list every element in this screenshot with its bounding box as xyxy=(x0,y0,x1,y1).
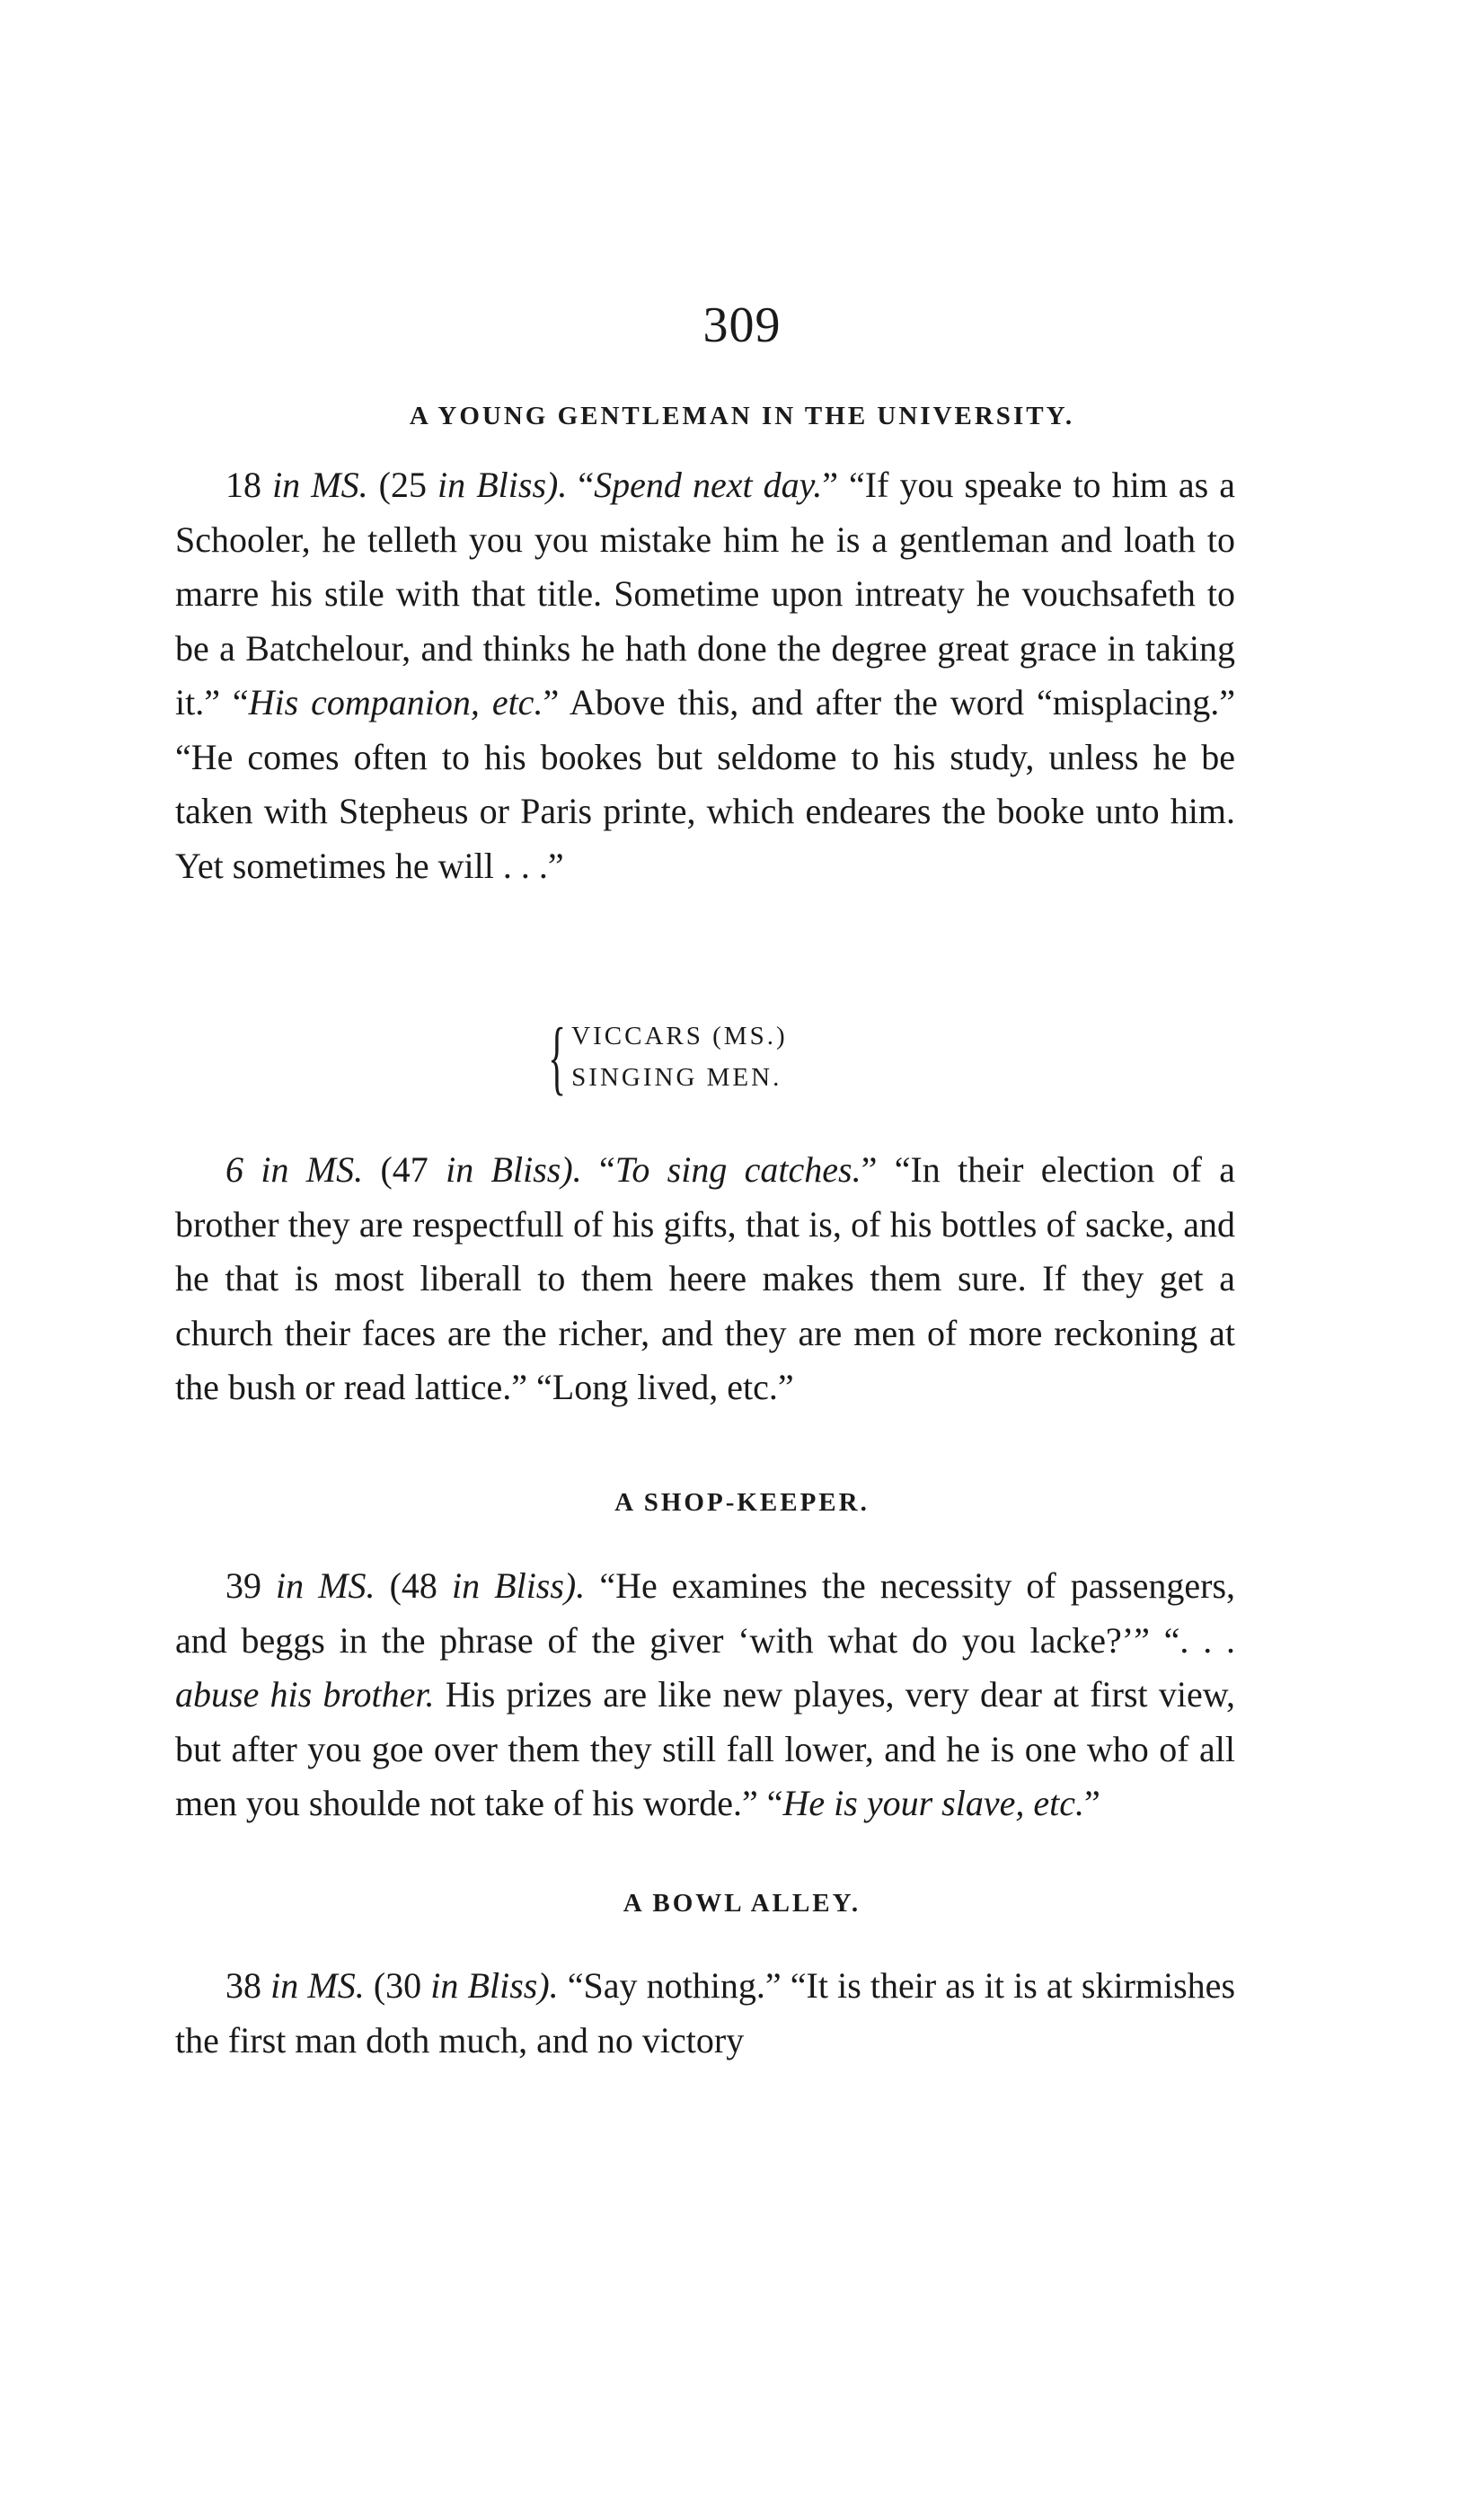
quoted-italic: He is your slave, etc. xyxy=(782,1783,1084,1823)
ref-in: in xyxy=(430,1965,459,2006)
ref-paren-number: (48 xyxy=(389,1565,437,1606)
curly-brace-icon: { xyxy=(548,1011,567,1103)
quoted-italic: His companion, etc. xyxy=(248,682,543,722)
body-text: “Say nothing.” “It is their as it is at skirmishes the first man doth much, and no victory xyxy=(175,1965,1236,2060)
ref-ms: MS. xyxy=(305,1149,364,1190)
ref-number: 18 xyxy=(225,465,261,505)
ref-in: in xyxy=(261,1149,289,1190)
paragraph-shop-keeper xyxy=(175,1559,1235,1831)
ref-in: in xyxy=(272,465,301,505)
section-heading-viccars xyxy=(537,1011,788,1103)
ref-in: in xyxy=(451,1565,481,1606)
ref-bliss: Bliss). xyxy=(494,1565,586,1606)
section-heading-young-gentleman: A YOUNG GENTLEMAN IN THE UNIVERSITY. xyxy=(409,402,1075,430)
section-heading-bowl-alley: A BOWL ALLEY. xyxy=(623,1889,861,1918)
ref-ms: MS. xyxy=(307,1965,365,2006)
quote-close: ” xyxy=(822,465,838,505)
ref-paren-number: (30 xyxy=(373,1965,422,2006)
quote-close: ” xyxy=(861,1149,878,1190)
heading-line: SINGING MEN. xyxy=(571,1063,782,1092)
quoted-italic: To sing catches. xyxy=(614,1149,861,1190)
paragraph-singing-men xyxy=(175,1143,1235,1415)
ref-in: in xyxy=(437,465,466,505)
ref-bliss: Bliss). xyxy=(490,1149,582,1190)
ref-number: 39 xyxy=(225,1565,261,1606)
body-text: ” Above this, and after the word “misplacing.” “He comes often to his bookes but seldome to his study, unless he be taken with Stepheus or Paris printe, which endeares the booke unto him. Yet sometimes he will . . .” xyxy=(175,682,1236,886)
body-text: “If you speake to him as a Schooler, he telleth you you mistake him he is a gentleman and loath to marre his stile with that title. Sometime upon intreaty he vouchsafeth to be a Batchelour, and thinks he hath done the degree great grace in taking it.” “ xyxy=(175,465,1236,722)
quote-open: “ xyxy=(578,465,595,505)
body-text: “He examines the necessity of passengers, and beggs in the phrase of the giver ‘with what do you lacke?’” “. . . xyxy=(175,1565,1236,1661)
page-number: 309 xyxy=(702,297,782,353)
heading-line: VICCARS (MS.) xyxy=(571,1022,788,1050)
ref-number: 38 xyxy=(225,1965,261,2006)
body-text: ” xyxy=(1083,1783,1100,1823)
paragraph-young-gentleman xyxy=(175,458,1235,893)
ref-bliss: Bliss). xyxy=(476,465,568,505)
body-text: “In their election of a brother they are respectfull of his gifts, that is, of his bottles of sacke, and he that is most liberall to them heere makes them sure. If they get a church their faces are the richer, and they are men of more reckoning at the bush or read lattice.” “Long lived, etc.” xyxy=(175,1149,1236,1407)
ref-in: in xyxy=(270,1965,299,2006)
ref-in: in xyxy=(446,1149,474,1190)
quote-open: “ xyxy=(599,1149,615,1190)
quoted-italic: abuse his brother. xyxy=(175,1674,435,1715)
quoted-italic: Spend next day. xyxy=(594,465,823,505)
ref-number: 6 xyxy=(225,1149,243,1190)
section-heading-shop-keeper: A SHOP-KEEPER. xyxy=(614,1488,870,1517)
ref-paren-number: (47 xyxy=(380,1149,428,1190)
ref-in: in xyxy=(276,1565,305,1606)
ref-ms: MS. xyxy=(311,465,368,505)
ref-paren-number: (25 xyxy=(378,465,427,505)
body-text: His prizes are like new playes, very dear at first view, but after you goe over them they still fall lower, and he is one who of all men you shoulde not take of his worde.” “ xyxy=(175,1674,1235,1823)
paragraph-bowl-alley xyxy=(175,1959,1235,2068)
ref-ms: MS. xyxy=(318,1565,375,1606)
ref-bliss: Bliss). xyxy=(467,1965,559,2006)
